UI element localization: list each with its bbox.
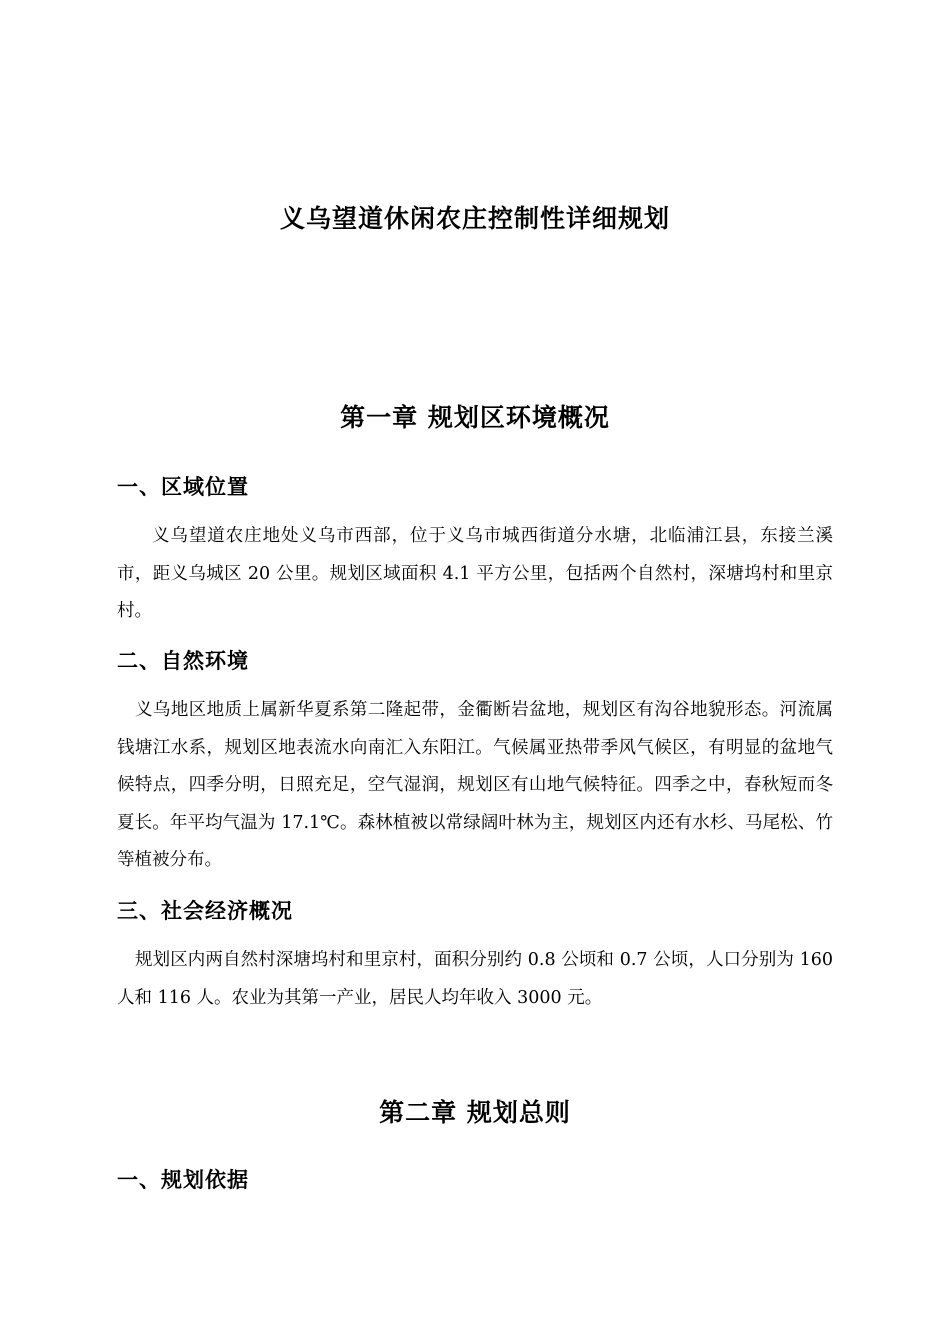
section-heading-socioeconomic: 三、社会经济概况 bbox=[117, 899, 293, 923]
document-title: 义乌望道休闲农庄控制性详细规划 bbox=[279, 204, 670, 233]
chapter-2-title: 第二章 规划总则 bbox=[379, 1098, 571, 1127]
paragraph-socioeconomic: 规划区内两自然村深塘坞村和里京村，面积分别约 0.8 公顷和 0.7 公顷，人口分别为 160 人和 116 人。农业为其第一产业，居民人均年收入 3000 元。 bbox=[117, 950, 833, 1008]
paragraph-location: 义乌望道农庄地处义乌市西部，位于义乌市城西街道分水塘，北临浦江县，东接兰溪市，距义乌城区 20 公里。规划区域面积 4.1 平方公里，包括两个自然村，深塘坞村和里京村。 bbox=[117, 526, 833, 621]
section-heading-location: 一、区域位置 bbox=[117, 475, 249, 499]
section-heading-natural-environment: 二、自然环境 bbox=[117, 649, 249, 673]
paragraph-natural-environment: 义乌地区地质上属新华夏系第二隆起带，金衢断岩盆地，规划区有沟谷地貌形态。河流属钱塘江水系，规划区地表流水向南汇入东阳江。气候属亚热带季风气候区，有明显的盆地气候特点，四季分明，日照充足，空气湿润，规划区有山地气候特征。四季之中，春秋短而冬夏长。年平均气温为 17.1℃。森林植被以常绿阔叶林为主，规划区内还有水杉、马尾松、竹等植被分布。 bbox=[117, 700, 833, 870]
section-heading-planning-basis: 一、规划依据 bbox=[117, 1168, 249, 1192]
chapter-1-title: 第一章 规划区环境概况 bbox=[340, 403, 610, 432]
